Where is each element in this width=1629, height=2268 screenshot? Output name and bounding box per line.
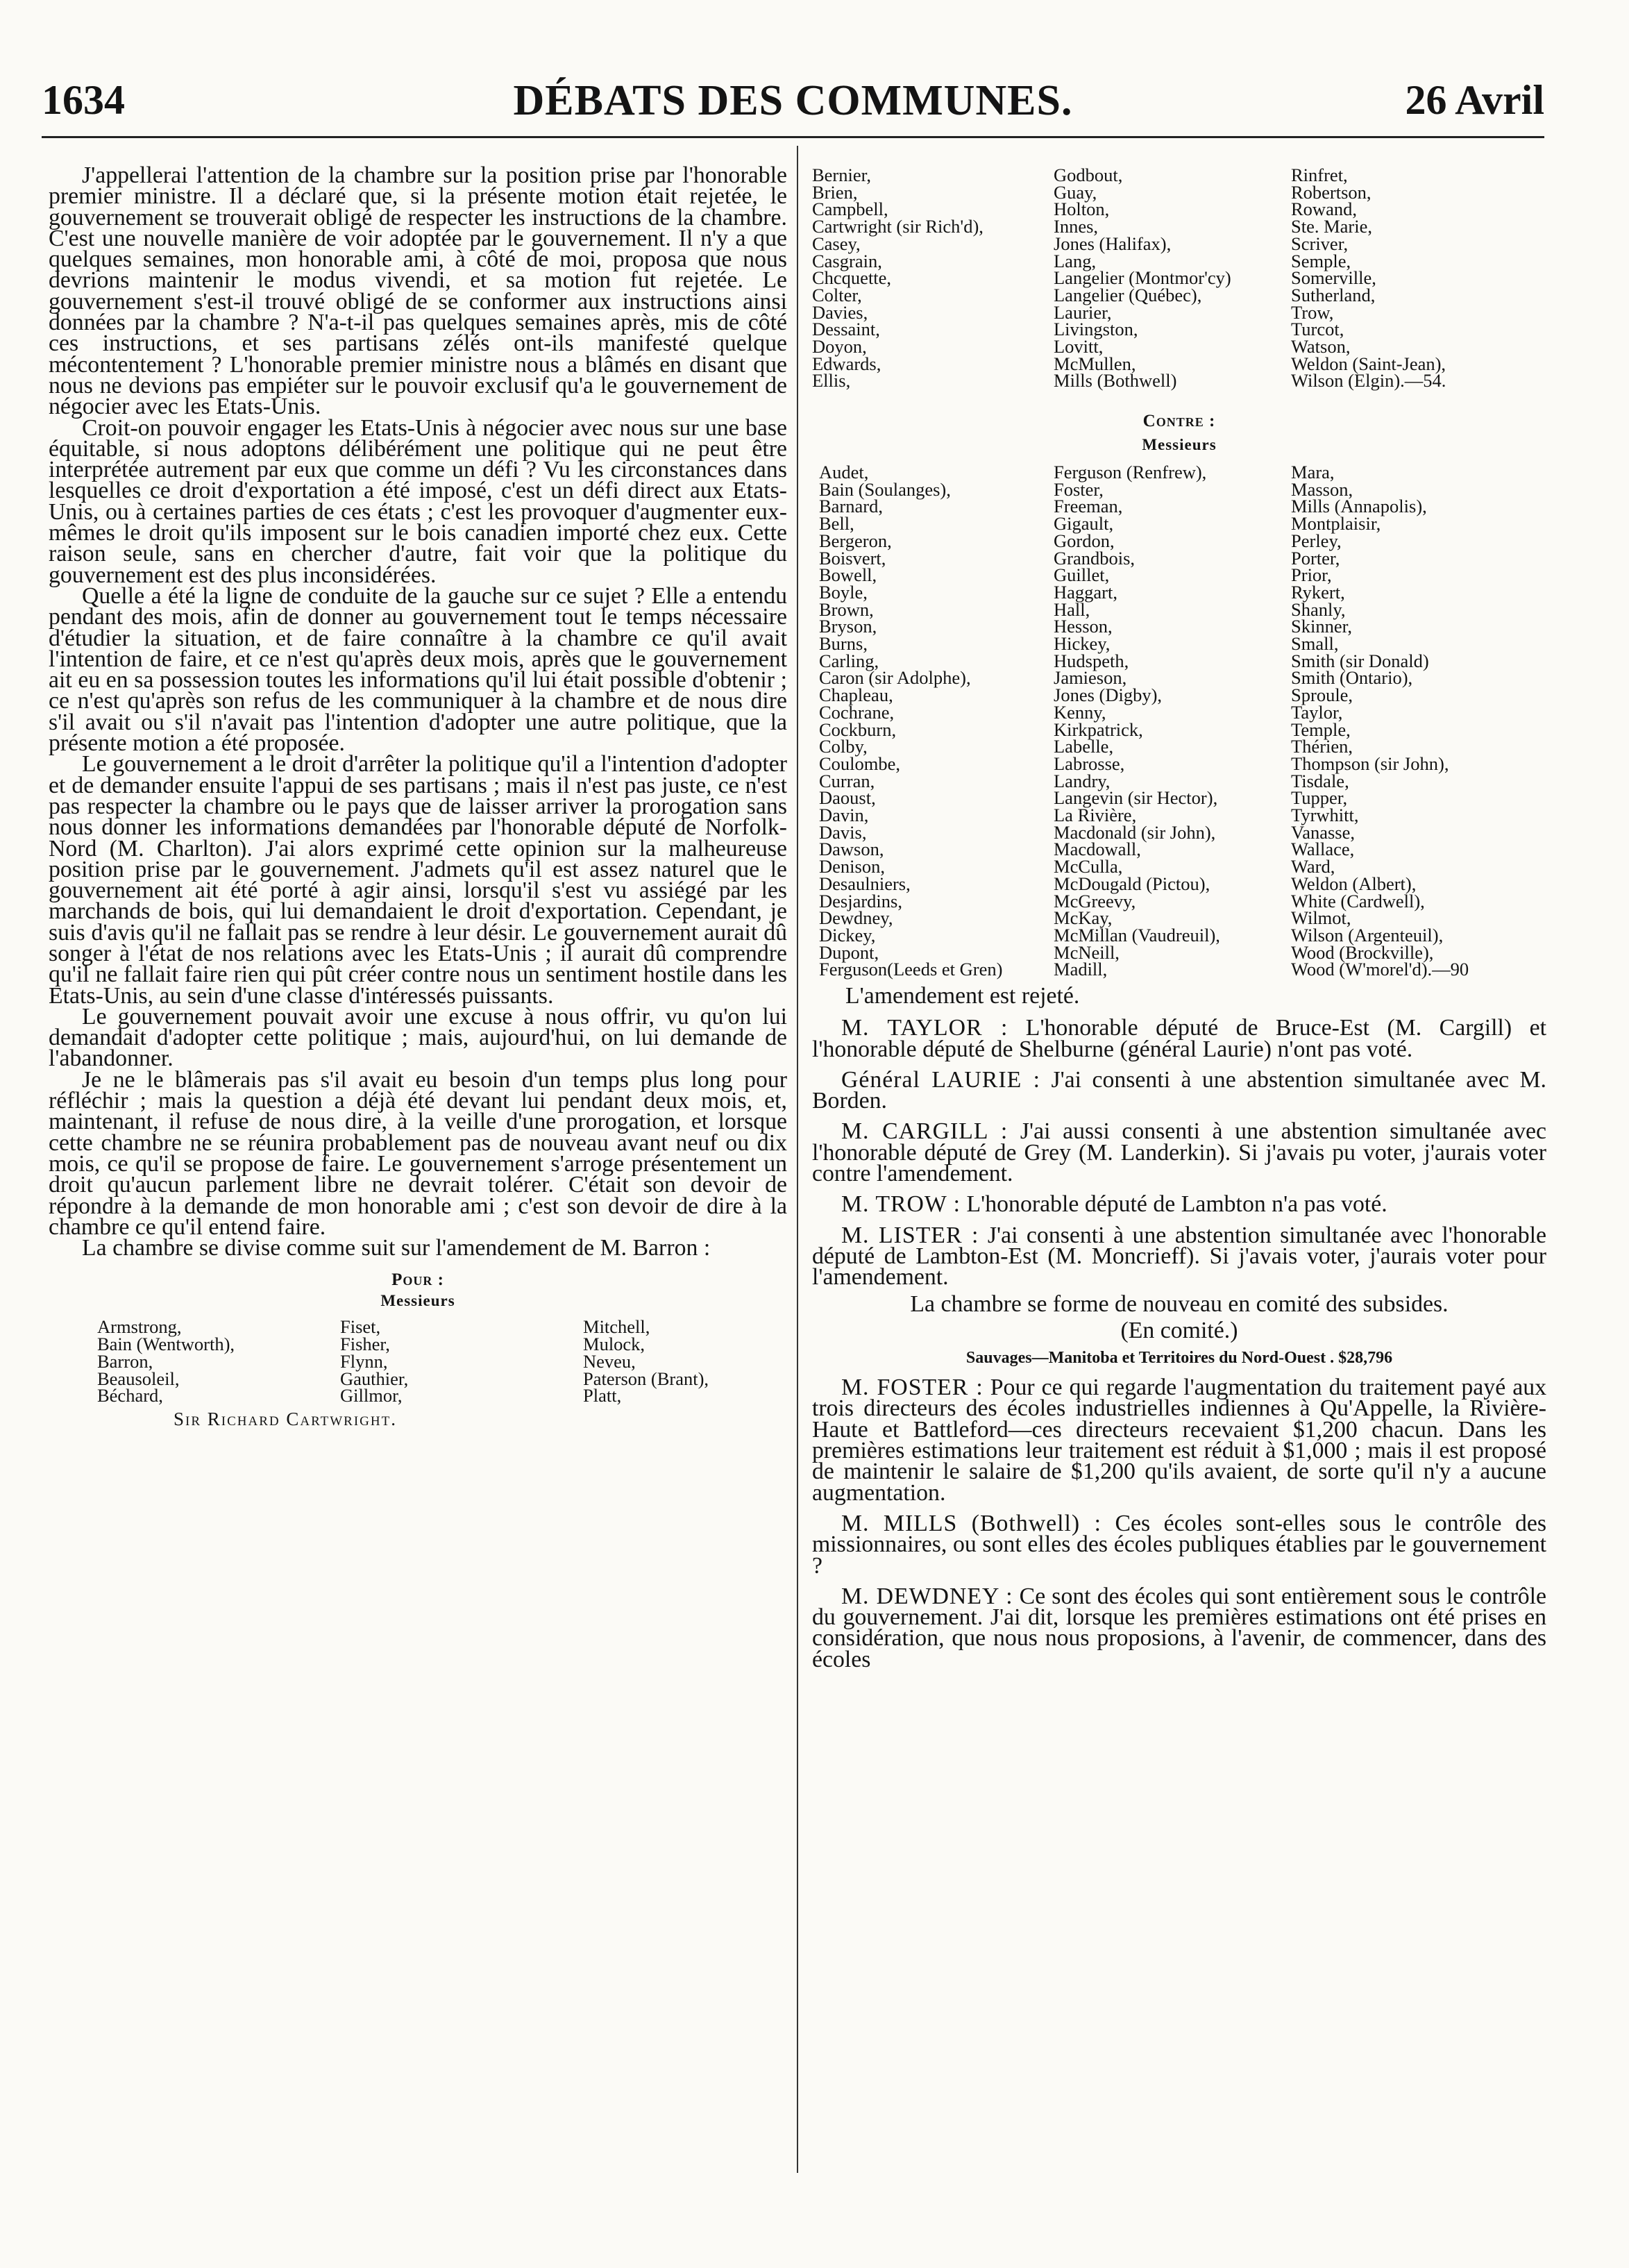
speaker-name: M. LISTER : xyxy=(841,1222,979,1248)
speaker-name: M. TAYLOR : xyxy=(841,1015,1008,1041)
speech-paragraph xyxy=(812,1118,1546,1187)
journal-title: DÉBATS DES COMMUNES. xyxy=(513,77,1073,124)
member-name: Perley, xyxy=(1291,530,1342,551)
member-name: Robertson, xyxy=(1291,181,1371,203)
member-name: Boyle, xyxy=(819,581,868,603)
member-name: Weldon (Albert), xyxy=(1291,873,1417,894)
pour-label: Pour : xyxy=(391,1270,444,1290)
sir-richard-cartwright: Sir Richard Cartwright. xyxy=(174,1409,397,1430)
member-name: Bowell, xyxy=(819,564,877,586)
member-name: Freeman, xyxy=(1054,496,1123,517)
member-name: Kirkpatrick, xyxy=(1054,719,1143,740)
member-name: Dawson, xyxy=(819,839,884,860)
member-name: Wood (W'morel'd).—90 xyxy=(1291,959,1469,980)
member-name: Sproule, xyxy=(1291,684,1353,706)
member-name: Haggart, xyxy=(1054,581,1117,603)
member-name: Cockburn, xyxy=(819,719,897,740)
member-name: Dupont, xyxy=(819,941,879,963)
supply-item: Sauvages—Manitoba et Territoires du Nord-Ouest . $28,796 xyxy=(965,1349,1393,1368)
member-name: Bernier, xyxy=(812,165,872,185)
member-name: Labelle, xyxy=(1054,736,1114,757)
paragraph: Je ne le blâmerais pas s'il avait eu besoin d'un temps plus long pour réfléchir ; mais la question a déjà été devant lui pendant deux mois, et, maintenant, il refuse de nous dire, à la veille d'une prorogation, et lorsque cette chambre ne se réunira probablement pas de nouveau avant neuf ou dix mois, ce qu'il se propose de faire. Le gouvernement s'arroge présentement un droit qu'aucun parlement libre ne devrait tolérer. C'était son devoir de répondre à la demande de mon honorable ami ; c'est son devoir de dire à la chambre ce qu'il entend faire. xyxy=(49,1066,787,1240)
member-name: Bain (Soulanges), xyxy=(819,478,951,500)
member-name: Innes, xyxy=(1054,216,1099,237)
member-name: Porter, xyxy=(1291,547,1340,569)
member-name: Daoust, xyxy=(819,787,876,809)
speech-paragraph xyxy=(812,1191,1546,1218)
member-name: McGreevy, xyxy=(1054,890,1136,912)
member-name: Colter, xyxy=(812,284,862,305)
member-name: Smith (sir Donald) xyxy=(1291,650,1429,671)
contre-names-list xyxy=(812,464,1546,980)
member-name: Taylor, xyxy=(1291,701,1343,723)
member-name: Mulock, xyxy=(583,1334,645,1355)
member-name: Armstrong, xyxy=(97,1316,182,1338)
paragraph: Croit-on pouvoir engager les Etats-Unis à négocier avec nous sur une base équitable, si nous adoptons délibérément une politique qui ne peut être interprétée autrement par eux que comme un défi ? Vu les circonstances dans lesquelles ce droit d'exportation a été imposé, c'est un défi direct aux Etats-Unis, ou à certaines parties de ces états ; c'est les provoquer d'augmenter eux-mêmes le droit qu'ils imposent sur le bois canadien importé chez eux. Cette raison seule, sans en chercher d'autre, fait voir que la politique du gouvernement est des plus inconsidérées. xyxy=(49,414,787,588)
speaker-name: Général LAURIE : xyxy=(841,1066,1041,1093)
speaker-name: M. TROW : xyxy=(841,1191,961,1218)
member-name: Neveu, xyxy=(583,1350,636,1372)
member-name: Davis, xyxy=(819,821,867,843)
member-name: Hesson, xyxy=(1054,616,1113,637)
member-name: Weldon (Saint-Jean), xyxy=(1291,353,1446,374)
member-name: Tupper, xyxy=(1291,787,1348,809)
member-name: White (Cardwell), xyxy=(1291,890,1425,912)
speech-paragraph xyxy=(812,1066,1547,1114)
member-name: Colby, xyxy=(819,736,868,757)
pour-names-list-continued xyxy=(812,167,1546,396)
page-header xyxy=(42,76,1544,132)
member-name: Trow, xyxy=(1291,301,1334,323)
member-name: Ward, xyxy=(1291,856,1335,877)
member-name: Scriver, xyxy=(1291,233,1349,254)
speech-paragraph xyxy=(812,1222,1546,1291)
member-name: Cochrane, xyxy=(819,701,895,723)
member-name: Mara, xyxy=(1291,462,1335,482)
member-name: Macdowall, xyxy=(1054,839,1141,860)
member-name: Gigault, xyxy=(1054,513,1114,535)
speech-text: J'ai consenti à une abstention simultanée avec l'honorable député de Lambton-Est (M. Moncrieff). Si j'avais voter, j'aurais voter pour l'amendement. xyxy=(812,1222,1546,1291)
member-name: Thérien, xyxy=(1291,736,1353,757)
member-name: Boisvert, xyxy=(819,547,886,569)
member-name: McMullen, xyxy=(1054,353,1136,374)
member-name: Barnard, xyxy=(819,496,883,517)
column-divider xyxy=(797,146,798,2173)
member-name: Ste. Marie, xyxy=(1291,216,1373,237)
member-name: Langelier (Montmor'cy) xyxy=(1054,267,1231,289)
member-name: Davin, xyxy=(819,805,869,825)
paragraph: Le gouvernement pouvait avoir une excuse à nous offrir, vu qu'on lui demandait d'adopter cette politique ; mais, aujourd'hui, on lui demande de l'abandonner. xyxy=(49,1003,787,1072)
member-name: Foster, xyxy=(1054,478,1104,500)
member-name: Semple, xyxy=(1291,250,1351,271)
member-name: Jones (Digby), xyxy=(1054,684,1163,706)
speaker-name: M. MILLS (Bothwell) : xyxy=(841,1510,1102,1536)
member-name: Landry, xyxy=(1054,770,1111,791)
member-name: Turcot, xyxy=(1291,319,1344,340)
speech-text: L'honorable député de Bruce-Est (M. Cargill) et l'honorable député de Shelburne (général Laurie) n'ont pas voté. xyxy=(812,1015,1546,1062)
member-name: McKay, xyxy=(1054,907,1113,929)
member-name: Langevin (sir Hector), xyxy=(1054,787,1218,809)
member-name: Wood (Brockville), xyxy=(1291,941,1434,963)
speech-paragraph xyxy=(812,1015,1546,1062)
member-name: Holton, xyxy=(1054,199,1110,220)
paragraph: Le gouvernement a le droit d'arrêter la politique qu'il a l'intention d'adopter et de demander ensuite l'appui de ses partisans ; mais il n'est pas juste, ce n'est pas respecter la chambre ou le pays que de laisser arriver la prorogation sans nous donner les informations demandées par l'honorable député de Norfolk-Nord (M. Charlton). J'ai alors exprimé cette opinion sur la malheureuse position prise par le gouvernement. J'admets qu'il est assez naturel que le gouvernement ait été porté à agir ainsi, lorsqu'il s'est vu assiégé par les marchands de bois, qui lui demandaient le droit d'exportation. Cependant, je suis d'avis qu'il ne fallait pas se rendre à leur désir. Le gouvernement aurait dû songer à l'état de nos relations avec les Etats-Unis ; il aurait dû comprendre qu'il ne fallait faire rien qui pût créer contre nous un sentiment hostile dans les Etats-Unis, au sein d'une classe d'intéressés puissants. xyxy=(49,751,787,1009)
member-name: Mitchell, xyxy=(583,1316,650,1338)
member-name: Gordon, xyxy=(1054,530,1115,551)
member-name: Shanly, xyxy=(1291,598,1346,620)
member-name: Bain (Wentworth), xyxy=(97,1334,235,1355)
member-name: Rowand, xyxy=(1291,199,1357,220)
member-name: Bell, xyxy=(819,513,854,535)
speaker-name: M. CARGILL : xyxy=(841,1118,1008,1145)
member-name: Macdonald (sir John), xyxy=(1054,821,1216,843)
member-name: McCulla, xyxy=(1054,856,1123,877)
member-name: Somerville, xyxy=(1291,267,1376,289)
member-name: Lovitt, xyxy=(1054,336,1104,357)
member-name: Montplaisir, xyxy=(1291,513,1381,535)
member-name: Cartwright (sir Rich'd), xyxy=(812,216,984,237)
speeches-continued xyxy=(812,1377,1546,1670)
member-name: Mills (Annapolis), xyxy=(1291,496,1427,517)
member-name: McDougald (Pictou), xyxy=(1054,873,1210,894)
speech-text: J'ai aussi consenti à une abstention simultanée avec l'honorable député de Grey (M. Landerkin). Si j'avais pu voter, j'aurais voter contre l'amendement. xyxy=(812,1118,1546,1187)
member-name: Barron, xyxy=(97,1350,153,1372)
speaker-name: M. FOSTER : xyxy=(841,1375,984,1401)
member-name: Rinfret, xyxy=(1291,165,1348,185)
member-name: Ferguson (Renfrew), xyxy=(1054,462,1207,482)
member-name: Gillmor, xyxy=(340,1385,403,1406)
pour-names-list xyxy=(49,1318,787,1407)
member-name: Sutherland, xyxy=(1291,284,1376,305)
member-name: Fiset, xyxy=(340,1316,381,1338)
member-name: Campbell, xyxy=(812,199,888,220)
member-name: Doyon, xyxy=(812,336,867,357)
speech-text: Pour ce qui regarde l'augmentation du traitement payé aux trois directeurs des écoles industrielles indiennes à Qu'Appelle, la Rivière-Haute et Battleford—ces directeurs recevaient $1,200 chacun. Dans les premières estimations leur traitement est réduit à $1,000 ; mais il est proposé de maintenir le salaire de $1,200 qu'ils avaient, de sorte qu'il n'y a aucune augmentation. xyxy=(812,1375,1547,1506)
member-name: Curran, xyxy=(819,770,875,791)
member-name: Kenny, xyxy=(1054,701,1106,723)
member-name: Ferguson(Leeds et Gren) xyxy=(819,959,1003,980)
member-name: Coulombe, xyxy=(819,753,901,774)
amendment-result: L'amendement est rejeté. xyxy=(845,983,1080,1009)
messieurs-label: Messieurs xyxy=(380,1292,455,1310)
member-name: Denison, xyxy=(819,856,885,877)
member-name: Dickey, xyxy=(819,924,876,946)
member-name: Wilson (Elgin).—54. xyxy=(1291,370,1446,392)
speech-text: Ce sont des écoles qui sont entièrement sous le contrôle du gouvernement. J'ai dit, lorsque les premières estimations ont été prises en considération, que nous nous proposions, à l'avenir, de commencer, dans des écoles xyxy=(812,1583,1546,1672)
member-name: Platt, xyxy=(583,1385,622,1406)
member-name: Gauthier, xyxy=(340,1368,409,1389)
member-name: Laurier, xyxy=(1054,301,1112,323)
member-name: Godbout, xyxy=(1054,165,1123,185)
member-name: Hall, xyxy=(1054,598,1090,620)
member-name: Wallace, xyxy=(1291,839,1355,860)
member-name: Hudspeth, xyxy=(1054,650,1129,671)
member-name: Burns, xyxy=(819,633,868,654)
paragraph: La chambre se divise comme suit sur l'amendement de M. Barron : xyxy=(82,1235,711,1261)
page-number: 1634 xyxy=(42,77,125,123)
right-column xyxy=(812,167,1546,1670)
speech-text: Ces écoles sont-elles sous le contrôle des missionnaires, ou sont elles des écoles publiques établies par le gouvernement ? xyxy=(812,1510,1546,1579)
member-name: Watson, xyxy=(1291,336,1351,357)
member-name: Bergeron, xyxy=(819,530,892,551)
member-name: Tyrwhitt, xyxy=(1291,805,1359,825)
member-name: Audet, xyxy=(819,462,869,482)
member-name: Paterson (Brant), xyxy=(583,1368,709,1389)
member-name: Labrosse, xyxy=(1054,753,1125,774)
header-rule xyxy=(42,136,1544,138)
member-name: La Rivière, xyxy=(1054,805,1137,825)
member-name: Flynn, xyxy=(340,1350,388,1372)
member-name: Lang, xyxy=(1054,250,1097,271)
member-name: Jones (Halifax), xyxy=(1054,233,1172,254)
member-name: Desaulniers, xyxy=(819,873,911,894)
member-name: Brown, xyxy=(819,598,874,620)
member-name: Wilson (Argenteuil), xyxy=(1291,924,1444,946)
member-name: Tisdale, xyxy=(1291,770,1349,791)
member-name: Bryson, xyxy=(819,616,877,637)
member-name: Dewdney, xyxy=(819,907,893,929)
messieurs-label: Messieurs xyxy=(1142,436,1217,453)
member-name: McNeill, xyxy=(1054,941,1120,963)
speech-paragraph xyxy=(812,1510,1546,1579)
contre-label: Contre : xyxy=(1142,412,1216,430)
member-name: Prior, xyxy=(1291,564,1332,586)
member-name: Chcquette, xyxy=(812,267,892,289)
member-name: Thompson (sir John), xyxy=(1291,753,1449,774)
speech-text: L'honorable député de Lambton n'a pas voté. xyxy=(961,1191,1387,1218)
member-name: Edwards, xyxy=(812,353,881,374)
member-name: Casey, xyxy=(812,233,861,254)
committee-line: La chambre se forme de nouveau en comité des subsides. xyxy=(910,1291,1449,1317)
member-name: Fisher, xyxy=(340,1334,390,1355)
member-name: Guay, xyxy=(1054,181,1097,203)
member-name: Dessaint, xyxy=(812,319,880,340)
member-name: Caron (sir Adolphe), xyxy=(819,667,971,689)
member-name: Béchard, xyxy=(97,1385,163,1406)
member-name: Langelier (Québec), xyxy=(1054,284,1202,305)
paragraph: Quelle a été la ligne de conduite de la gauche sur ce sujet ? Elle a entendu pendant des mois, afin de donner au gouvernement tout le temps nécessaire d'étudier la situation, et de faire connaître à la chambre ce qu'il avait l'intention de faire, et ce n'est qu'après deux mois, après que le gouvernement ait eu en sa possession toutes les informations qu'il lui était possible d'obtenir ; ce n'est qu'après son refus de les communiquer à la chambre et de nous dire s'il avait ou s'il n'avait pas l'intention d'adopter une autre politique, que la présente motion a été proposée. xyxy=(49,582,787,757)
member-name: Masson, xyxy=(1291,478,1353,500)
member-name: McMillan (Vaudreuil), xyxy=(1054,924,1220,946)
member-name: Vanasse, xyxy=(1291,821,1355,843)
member-name: Carling, xyxy=(819,650,879,671)
en-comite: (En comité.) xyxy=(1120,1317,1238,1343)
member-name: Rykert, xyxy=(1291,581,1345,603)
member-name: Chapleau, xyxy=(819,684,893,706)
member-name: Beausoleil, xyxy=(97,1368,180,1389)
member-name: Temple, xyxy=(1291,719,1351,740)
member-name: Davies, xyxy=(812,301,868,323)
speech-text: J'ai consenti à une abstention simultanée avec M. Borden. xyxy=(812,1066,1547,1114)
member-name: Guillet, xyxy=(1054,564,1110,586)
paragraph: J'appellerai l'attention de la chambre sur la position prise par l'honorable premier ministre. Il a déclaré que, si la présente motion était rejetée, le gouvernement se trouverait obligé de respecter les instructions de la chambre. C'est une nouvelle manière de voir adoptée par le gouvernement. Il n'y a que quelques semaines, mon honorable ami, à côté de moi, proposa que nous devrions maintenir le modus vivendi, et sa motion fut rejetée. Le gouvernement s'est-il trouvé obligé de se conformer aux instructions ainsi données par la chambre ? N'a-t-il pas quelques semaines après, mis de côté ces instructions, et ses partisans zélés ont-ils manifesté quelque mécontentement ? L'honorable premier ministre nous a blâmés en disant que nous ne devions pas empiéter sur le pouvoir exclusif qu'a le gouvernement de négocier avec les Etats-Unis. xyxy=(49,162,787,420)
member-name: Livingston, xyxy=(1054,319,1138,340)
member-name: Casgrain, xyxy=(812,250,882,271)
member-name: Smith (Ontario), xyxy=(1291,667,1413,689)
member-name: Ellis, xyxy=(812,370,851,392)
left-column xyxy=(49,162,787,1430)
member-name: Mills (Bothwell) xyxy=(1054,370,1177,392)
member-name: Skinner, xyxy=(1291,616,1353,637)
member-name: Wilmot, xyxy=(1291,907,1351,929)
member-name: Brien, xyxy=(812,181,858,203)
speech-paragraph xyxy=(812,1377,1546,1504)
member-name: Small, xyxy=(1291,633,1339,654)
speech-paragraph xyxy=(812,1583,1546,1672)
member-name: Hickey, xyxy=(1054,633,1111,654)
member-name: Grandbois, xyxy=(1054,547,1136,569)
member-name: Madill, xyxy=(1054,959,1108,980)
page-date: 26 Avril xyxy=(1405,77,1544,123)
member-name: Desjardins, xyxy=(819,890,902,912)
speeches xyxy=(812,1015,1547,1291)
member-name: Jamieson, xyxy=(1054,667,1127,689)
speaker-name: M. DEWDNEY : xyxy=(841,1583,1013,1609)
